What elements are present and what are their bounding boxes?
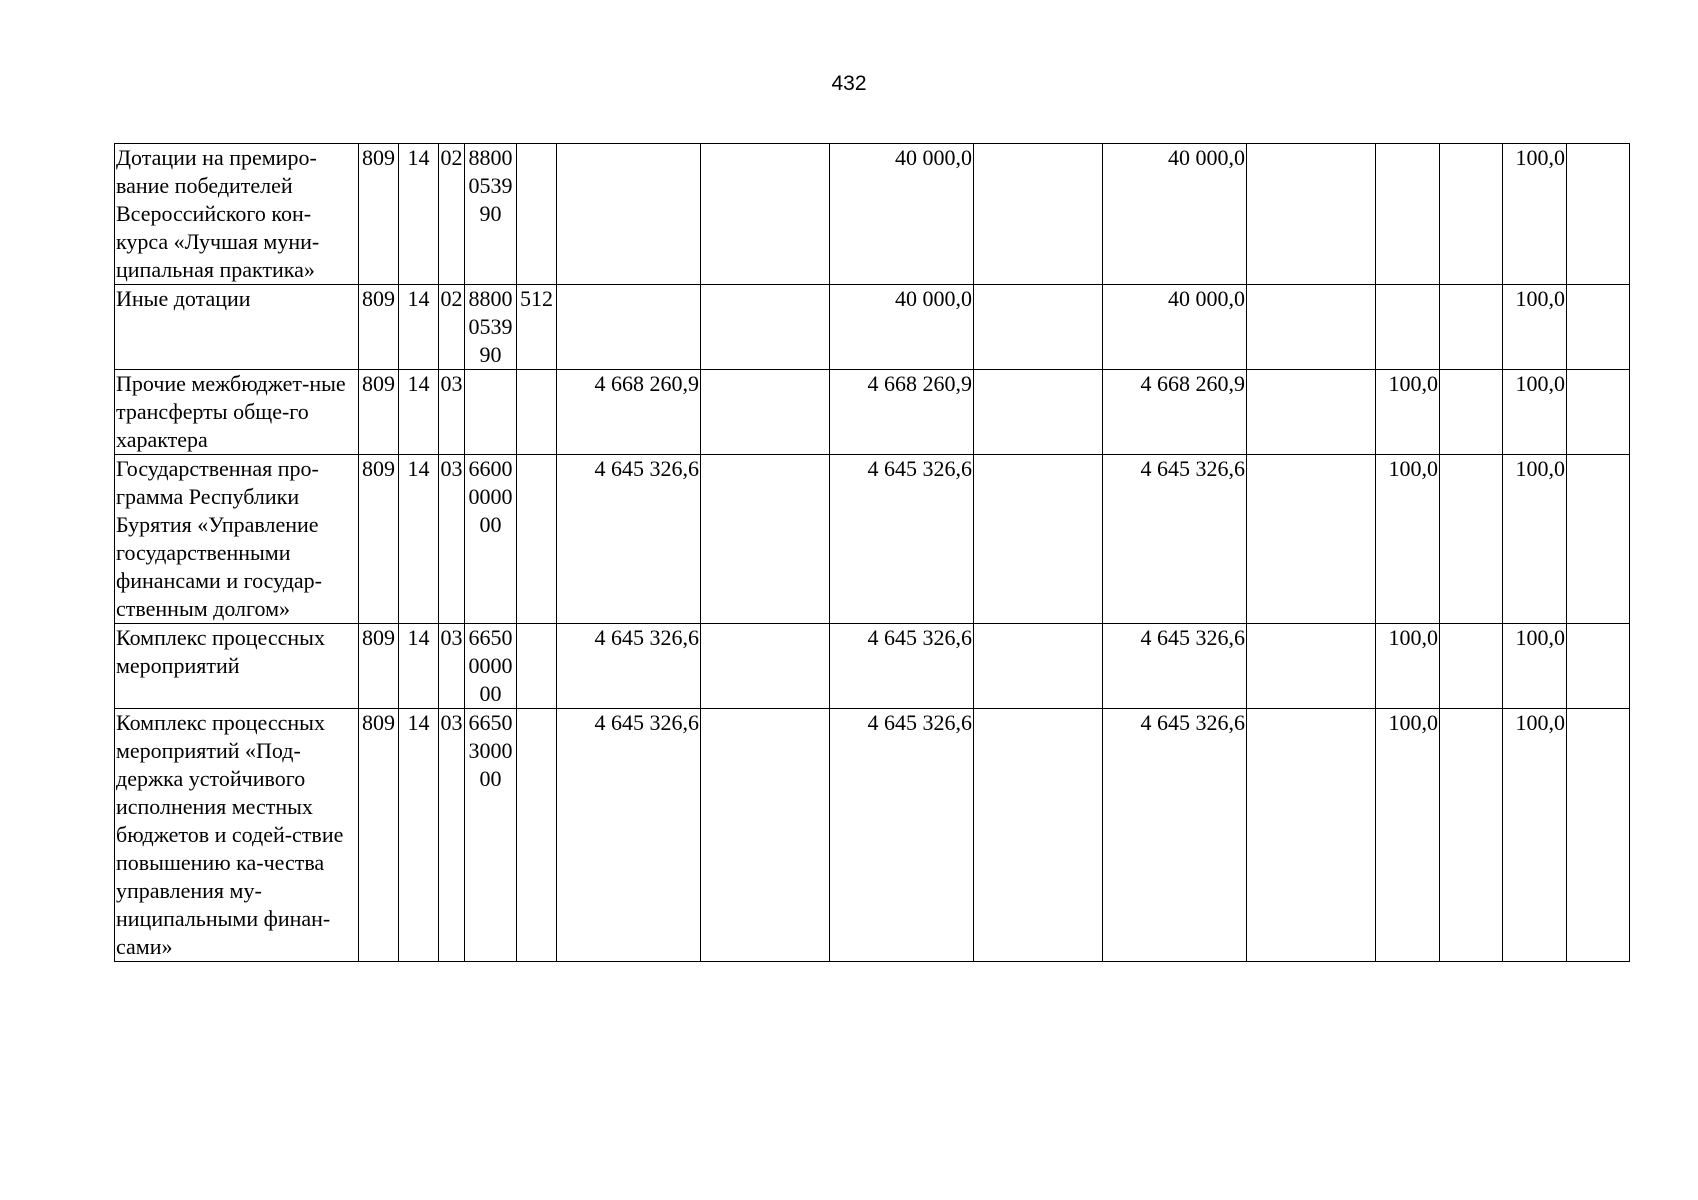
grbs-cell: 809 — [359, 144, 399, 285]
table-row — [115, 144, 1630, 285]
grbs-cell: 809 — [359, 285, 399, 370]
percent-cell — [1440, 624, 1503, 709]
rz-cell: 14 — [399, 709, 439, 962]
vr-cell — [517, 455, 557, 624]
value-cell — [974, 285, 1103, 370]
value-cell — [1247, 285, 1376, 370]
value-cell: 4 645 326,6 — [830, 709, 974, 962]
value-cell: 4 668 260,9 — [830, 370, 974, 455]
pr-cell: 02 — [439, 144, 465, 285]
value-cell — [557, 144, 701, 285]
row-name: Прочие межбюджет-ные трансферты обще-го характера — [115, 370, 359, 455]
value-cell — [974, 624, 1103, 709]
value-cell — [974, 709, 1103, 962]
rz-cell: 14 — [399, 144, 439, 285]
pr-cell: 02 — [439, 285, 465, 370]
value-cell: 4 645 326,6 — [1103, 624, 1247, 709]
row-name: Иные дотации — [115, 285, 359, 370]
table-row — [115, 624, 1630, 709]
grbs-cell: 809 — [359, 709, 399, 962]
csr-cell: 6650 0000 00 — [465, 624, 517, 709]
value-cell — [701, 285, 830, 370]
value-cell — [1247, 455, 1376, 624]
value-cell — [701, 624, 830, 709]
pr-cell: 03 — [439, 455, 465, 624]
value-cell: 4 645 326,6 — [1103, 455, 1247, 624]
percent-cell: 100,0 — [1503, 624, 1567, 709]
percent-cell: 100,0 — [1376, 370, 1440, 455]
grbs-cell: 809 — [359, 624, 399, 709]
percent-cell: 100,0 — [1503, 285, 1567, 370]
percent-cell: 100,0 — [1503, 455, 1567, 624]
percent-cell — [1440, 709, 1503, 962]
percent-cell — [1376, 285, 1440, 370]
page-number: 432 — [831, 72, 867, 95]
value-cell — [557, 285, 701, 370]
value-cell — [701, 144, 830, 285]
pr-cell: 03 — [439, 370, 465, 455]
percent-cell — [1567, 144, 1630, 285]
value-cell: 4 645 326,6 — [830, 455, 974, 624]
row-name: Государственная про-грамма Республики Бурятия «Управление государственными финансами и государ-ственным долгом» — [115, 455, 359, 624]
budget-table — [114, 143, 1630, 962]
value-cell — [1247, 709, 1376, 962]
value-cell — [1247, 370, 1376, 455]
csr-cell — [465, 370, 517, 455]
percent-cell: 100,0 — [1376, 709, 1440, 962]
row-name: Комплекс процессных мероприятий «Под-держка устойчивого исполнения местных бюджетов и содей-ствие повышению ка-чества управления му-ниципальными финан-сами» — [115, 709, 359, 962]
percent-cell: 100,0 — [1503, 370, 1567, 455]
percent-cell — [1440, 455, 1503, 624]
pr-cell: 03 — [439, 624, 465, 709]
value-cell — [701, 455, 830, 624]
grbs-cell: 809 — [359, 370, 399, 455]
row-name: Дотации на премиро-вание победителей Всероссийского кон-курса «Лучшая муни-ципальная практика» — [115, 144, 359, 285]
table-row — [115, 455, 1630, 624]
value-cell: 40 000,0 — [1103, 144, 1247, 285]
table-row — [115, 285, 1630, 370]
percent-cell — [1567, 285, 1630, 370]
percent-cell — [1567, 370, 1630, 455]
percent-cell — [1440, 285, 1503, 370]
percent-cell — [1567, 455, 1630, 624]
percent-cell — [1440, 144, 1503, 285]
value-cell — [1247, 624, 1376, 709]
percent-cell — [1567, 709, 1630, 962]
value-cell: 4 645 326,6 — [1103, 709, 1247, 962]
value-cell: 4 668 260,9 — [557, 370, 701, 455]
vr-cell: 512 — [517, 285, 557, 370]
rz-cell: 14 — [399, 285, 439, 370]
table-row — [115, 709, 1630, 962]
value-cell: 4 645 326,6 — [830, 624, 974, 709]
percent-cell: 100,0 — [1376, 624, 1440, 709]
value-cell — [701, 370, 830, 455]
value-cell — [974, 370, 1103, 455]
value-cell — [1247, 144, 1376, 285]
value-cell — [974, 144, 1103, 285]
percent-cell — [1376, 144, 1440, 285]
percent-cell: 100,0 — [1503, 709, 1567, 962]
csr-cell: 6650 3000 00 — [465, 709, 517, 962]
pr-cell: 03 — [439, 709, 465, 962]
vr-cell — [517, 370, 557, 455]
table-row — [115, 370, 1630, 455]
value-cell: 4 645 326,6 — [557, 624, 701, 709]
row-name: Комплекс процессных мероприятий — [115, 624, 359, 709]
csr-cell: 8800 0539 90 — [465, 144, 517, 285]
percent-cell — [1567, 624, 1630, 709]
value-cell: 40 000,0 — [830, 144, 974, 285]
percent-cell — [1440, 370, 1503, 455]
value-cell: 40 000,0 — [830, 285, 974, 370]
rz-cell: 14 — [399, 455, 439, 624]
rz-cell: 14 — [399, 370, 439, 455]
percent-cell: 100,0 — [1503, 144, 1567, 285]
vr-cell — [517, 624, 557, 709]
value-cell — [974, 455, 1103, 624]
value-cell — [701, 709, 830, 962]
value-cell: 40 000,0 — [1103, 285, 1247, 370]
csr-cell: 6600 0000 00 — [465, 455, 517, 624]
value-cell: 4 645 326,6 — [557, 455, 701, 624]
rz-cell: 14 — [399, 624, 439, 709]
vr-cell — [517, 144, 557, 285]
value-cell: 4 668 260,9 — [1103, 370, 1247, 455]
value-cell: 4 645 326,6 — [557, 709, 701, 962]
grbs-cell: 809 — [359, 455, 399, 624]
csr-cell: 8800 0539 90 — [465, 285, 517, 370]
percent-cell: 100,0 — [1376, 455, 1440, 624]
vr-cell — [517, 709, 557, 962]
